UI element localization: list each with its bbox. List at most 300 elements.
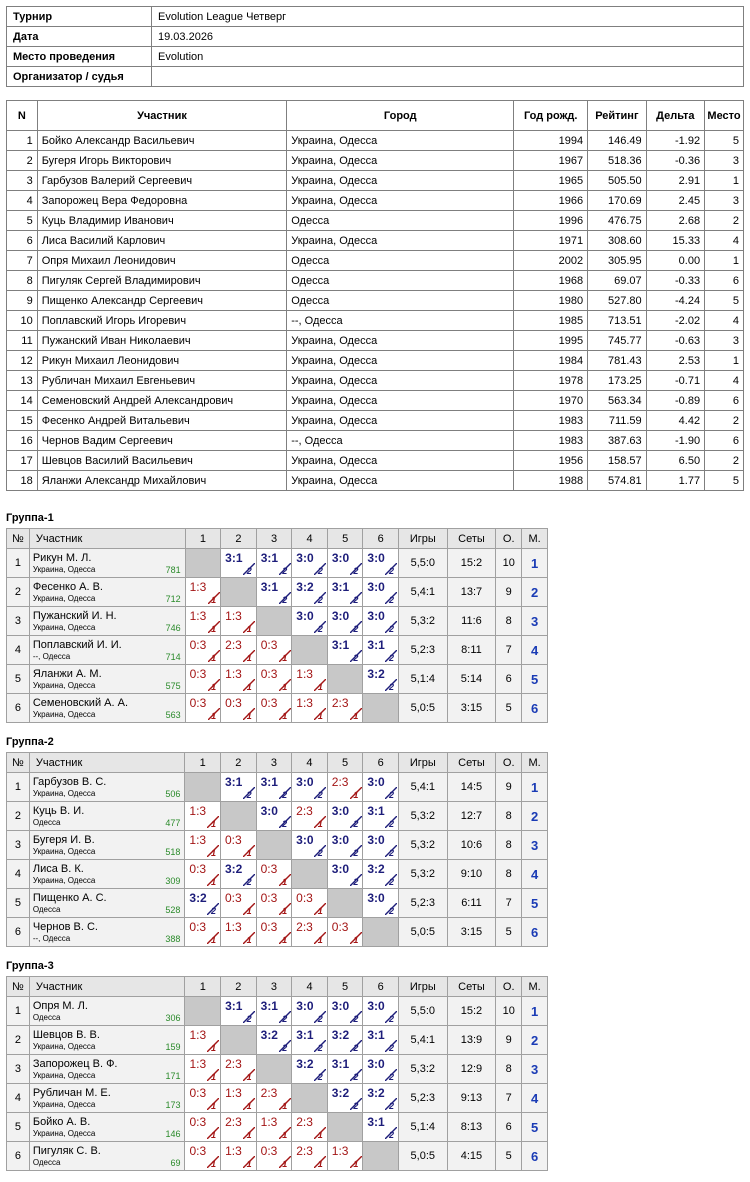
match-score: 3:1 [225, 551, 243, 565]
participants-header-cell: Год рожд. [514, 101, 588, 131]
match-score: 3:0 [367, 775, 385, 789]
player-cell [29, 831, 185, 860]
self-match-cell [363, 1142, 399, 1171]
match-score: 3:0 [367, 609, 385, 623]
games-cell: 5,2:3 [398, 636, 447, 665]
place-cell: 6 [522, 694, 548, 723]
group-header-row [7, 529, 548, 549]
participants-cell: 2 [705, 451, 744, 471]
player-city: Украина, Одесса [32, 846, 96, 856]
games-cell: 5,2:3 [398, 1084, 447, 1113]
match-points: 2 [282, 566, 288, 576]
match-points: 1 [246, 682, 252, 692]
table-row [7, 191, 744, 211]
match-result-cell [256, 578, 292, 607]
player-name: Пигуляк С. В. [32, 1144, 101, 1157]
participants-cell: Бугеря Игорь Викторович [37, 151, 287, 171]
match-result-cell [256, 549, 292, 578]
participants-cell: 1 [705, 171, 744, 191]
match-score: 3:0 [367, 833, 385, 847]
match-result-cell [185, 831, 221, 860]
participants-cell: 1967 [514, 151, 588, 171]
table-row [7, 211, 744, 231]
participants-cell: 1971 [514, 231, 588, 251]
participants-cell: Яланжи Александр Михайлович [37, 471, 287, 491]
sets-cell: 6:11 [447, 889, 496, 918]
participants-cell: Бойко Александр Васильевич [37, 131, 287, 151]
match-score: 3:1 [331, 1057, 350, 1071]
match-result-cell [292, 1026, 328, 1055]
match-points: 2 [317, 566, 323, 576]
match-points: 2 [317, 624, 323, 634]
player-city: Украина, Одесса [32, 593, 96, 603]
participants-cell: 5 [705, 471, 744, 491]
match-points: 1 [282, 877, 288, 887]
participants-cell: Пигуляк Сергей Владимирович [37, 271, 287, 291]
row-number: 2 [7, 802, 30, 831]
match-result-cell [327, 636, 363, 665]
participants-cell: 4 [705, 231, 744, 251]
points-cell: 5 [496, 1142, 522, 1171]
participants-cell: Одесса [287, 271, 514, 291]
player-rating: 171 [165, 1071, 181, 1081]
match-points: 1 [282, 711, 288, 721]
row-number: 3 [7, 607, 30, 636]
participants-cell: 711.59 [588, 411, 647, 431]
group-row [7, 860, 548, 889]
participants-cell: 574.81 [588, 471, 647, 491]
player-cell [29, 997, 185, 1026]
match-result-cell [185, 665, 221, 694]
match-score: 0:3 [260, 638, 278, 652]
sets-cell: 15:2 [447, 549, 496, 578]
participants-cell: Украина, Одесса [287, 471, 514, 491]
points-cell: 8 [496, 1055, 522, 1084]
match-points: 1 [211, 1072, 217, 1082]
match-points: 2 [210, 906, 216, 916]
match-points: 1 [210, 935, 216, 945]
participants-cell: Чернов Вадим Сергеевич [37, 431, 287, 451]
participants-cell: Украина, Одесса [287, 231, 514, 251]
self-match-cell [363, 918, 399, 947]
participants-cell: 4 [705, 371, 744, 391]
match-points: 2 [282, 1014, 288, 1024]
place-cell: 4 [522, 860, 548, 889]
match-score: 3:1 [367, 638, 385, 652]
match-score: 3:0 [331, 999, 350, 1013]
participants-cell: 1966 [514, 191, 588, 211]
match-result-cell [292, 889, 328, 918]
match-result-cell [363, 607, 399, 636]
match-points: 2 [282, 790, 288, 800]
participants-cell: Украина, Одесса [287, 391, 514, 411]
row-number: 3 [7, 1055, 30, 1084]
group-row [7, 918, 548, 947]
group-header-cell: 3 [256, 529, 292, 549]
participants-cell: 11 [7, 331, 38, 351]
participants-cell: 1988 [514, 471, 588, 491]
group-table [6, 752, 548, 947]
table-row [7, 231, 744, 251]
player-city: Украина, Одесса [32, 622, 96, 632]
participants-cell: 2 [7, 151, 38, 171]
participants-cell: 1994 [514, 131, 588, 151]
row-number: 1 [7, 997, 30, 1026]
group-header-cell: Сеты [447, 529, 496, 549]
match-result-cell [292, 549, 328, 578]
match-points: 2 [317, 790, 323, 800]
match-result-cell [185, 607, 221, 636]
match-result-cell [327, 860, 363, 889]
info-value: Evolution League Четверг [152, 7, 744, 27]
participants-cell: Украина, Одесса [287, 191, 514, 211]
participants-cell: 1996 [514, 211, 588, 231]
table-row [7, 151, 744, 171]
participants-cell: 18 [7, 471, 38, 491]
table-row [7, 431, 744, 451]
match-result-cell [256, 997, 292, 1026]
match-result-cell [292, 665, 328, 694]
participants-cell: 2.68 [646, 211, 704, 231]
match-points: 2 [317, 1014, 323, 1024]
participants-cell: -0.89 [646, 391, 704, 411]
games-cell: 5,2:3 [398, 889, 447, 918]
group-row [7, 1084, 548, 1113]
points-cell: 10 [496, 549, 522, 578]
group-header-cell: 5 [327, 977, 363, 997]
match-points: 2 [317, 1043, 323, 1053]
player-name: Бугеря И. В. [32, 833, 95, 846]
match-points: 1 [317, 819, 323, 829]
match-result-cell [185, 636, 221, 665]
match-score: 2:3 [225, 1115, 242, 1129]
match-points: 1 [211, 682, 217, 692]
player-rating: 781 [165, 565, 181, 575]
player-cell [29, 918, 185, 947]
match-result-cell [327, 918, 363, 947]
match-result-cell [292, 694, 328, 723]
match-score: 2:3 [296, 804, 313, 818]
participants-cell: 1983 [514, 431, 588, 451]
match-result-cell [292, 607, 328, 636]
match-result-cell [363, 549, 399, 578]
place-cell: 2 [522, 802, 548, 831]
player-name: Яланжи А. М. [32, 667, 102, 680]
info-row [7, 47, 744, 67]
participants-cell: 1 [7, 131, 38, 151]
participants-cell: Украина, Одесса [287, 331, 514, 351]
table-row [7, 131, 744, 151]
participants-cell: 5 [705, 131, 744, 151]
participants-cell: 387.63 [588, 431, 647, 451]
match-points: 2 [353, 848, 359, 858]
match-points: 2 [353, 653, 359, 663]
sets-cell: 8:11 [447, 636, 496, 665]
match-result-cell [185, 1084, 221, 1113]
participants-cell: --, Одесса [287, 431, 514, 451]
player-name: Чернов В. С. [32, 920, 98, 933]
match-result-cell [185, 1113, 221, 1142]
player-city: Украина, Одесса [32, 564, 96, 574]
self-match-cell [256, 831, 292, 860]
participants-cell: Украина, Одесса [287, 171, 514, 191]
match-points: 2 [317, 595, 323, 605]
sets-cell: 15:2 [447, 997, 496, 1026]
participants-cell: 4 [7, 191, 38, 211]
row-number: 5 [7, 1113, 30, 1142]
match-points: 2 [388, 1072, 394, 1082]
match-score: 1:3 [189, 1057, 207, 1071]
match-result-cell [327, 578, 363, 607]
participants-cell: Пужанский Иван Николаевич [37, 331, 287, 351]
participants-cell: 1983 [514, 411, 588, 431]
table-row [7, 451, 744, 471]
place-cell: 1 [522, 549, 548, 578]
participants-cell: Украина, Одесса [287, 151, 514, 171]
match-score: 0:3 [296, 891, 313, 905]
info-row [7, 27, 744, 47]
match-points: 2 [353, 1101, 359, 1111]
match-result-cell [292, 918, 328, 947]
match-result-cell [220, 831, 256, 860]
row-number: 4 [7, 1084, 30, 1113]
match-result-cell [292, 1113, 328, 1142]
match-points: 1 [246, 711, 252, 721]
info-row [7, 7, 744, 27]
participants-cell: 158.57 [588, 451, 647, 471]
match-points: 2 [388, 566, 394, 576]
player-name: Шевцов В. В. [32, 1028, 100, 1041]
row-number: 4 [7, 636, 30, 665]
player-cell [29, 665, 185, 694]
group-header-cell: 6 [363, 977, 399, 997]
match-result-cell [256, 918, 292, 947]
self-match-cell [256, 1055, 292, 1084]
group-header-cell: 1 [185, 529, 221, 549]
match-result-cell [292, 578, 328, 607]
participants-cell: 1980 [514, 291, 588, 311]
table-row [7, 371, 744, 391]
participants-cell: 1985 [514, 311, 588, 331]
match-result-cell [221, 1113, 257, 1142]
player-cell [29, 1142, 185, 1171]
participants-cell: 308.60 [588, 231, 647, 251]
match-points: 1 [282, 935, 288, 945]
match-points: 2 [353, 624, 359, 634]
participants-cell: 2002 [514, 251, 588, 271]
match-score: 3:0 [367, 999, 385, 1013]
group-row [7, 636, 548, 665]
participants-cell: 3 [705, 331, 744, 351]
points-cell: 5 [496, 694, 522, 723]
group-header-cell: № [7, 977, 30, 997]
match-points: 2 [353, 1072, 359, 1082]
match-points: 2 [388, 906, 394, 916]
participants-cell: -4.24 [646, 291, 704, 311]
participants-cell: 476.75 [588, 211, 647, 231]
match-result-cell [327, 1142, 363, 1171]
sets-cell: 4:15 [447, 1142, 496, 1171]
self-match-cell [185, 549, 221, 578]
group-header-cell: 2 [221, 529, 257, 549]
row-number: 6 [7, 1142, 30, 1171]
match-score: 0:3 [189, 1144, 207, 1158]
match-score: 0:3 [331, 920, 349, 934]
match-score: 3:1 [367, 804, 385, 818]
participants-cell: 2.53 [646, 351, 704, 371]
match-score: 1:3 [260, 1115, 278, 1129]
group-row [7, 997, 548, 1026]
player-rating: 388 [165, 934, 181, 944]
group-header-cell: Участник [29, 529, 185, 549]
row-number: 6 [7, 694, 30, 723]
group-header-row [7, 977, 548, 997]
match-score: 3:1 [260, 999, 278, 1013]
match-score: 0:3 [224, 833, 242, 847]
match-score: 3:1 [296, 1028, 314, 1042]
group-header-cell: 4 [292, 753, 328, 773]
group-header-cell: 1 [185, 977, 221, 997]
match-result-cell [185, 1142, 221, 1171]
participants-cell: Украина, Одесса [287, 451, 514, 471]
match-score: 2:3 [296, 920, 313, 934]
match-result-cell [185, 918, 221, 947]
participants-cell: 0.00 [646, 251, 704, 271]
match-score: 1:3 [296, 696, 313, 710]
participants-cell: Рикун Михаил Леонидович [37, 351, 287, 371]
match-result-cell [221, 997, 257, 1026]
match-score: 3:2 [260, 1028, 278, 1042]
place-cell: 2 [522, 1026, 548, 1055]
match-result-cell [185, 802, 221, 831]
player-rating: 173 [165, 1100, 181, 1110]
participants-cell: 10 [7, 311, 38, 331]
participants-cell: Семеновский Андрей Александрович [37, 391, 287, 411]
match-result-cell [221, 1142, 257, 1171]
match-score: 3:0 [331, 551, 350, 565]
player-city: Одесса [32, 1157, 61, 1167]
match-points: 1 [210, 877, 216, 887]
games-cell: 5,3:2 [398, 1055, 447, 1084]
self-match-cell [327, 665, 363, 694]
group-row [7, 1026, 548, 1055]
match-score: 3:1 [367, 1115, 385, 1129]
group-table [6, 976, 548, 1171]
player-cell [29, 1113, 185, 1142]
match-result-cell [292, 773, 328, 802]
info-label: Место проведения [7, 47, 152, 67]
player-cell [29, 889, 185, 918]
games-cell: 5,0:5 [398, 1142, 447, 1171]
sets-cell: 5:14 [447, 665, 496, 694]
participants-cell: 1956 [514, 451, 588, 471]
group-row [7, 607, 548, 636]
match-result-cell [363, 1026, 399, 1055]
match-points: 2 [353, 1043, 359, 1053]
match-result-cell [256, 773, 292, 802]
participants-header-cell: Рейтинг [588, 101, 647, 131]
match-points: 2 [246, 790, 252, 800]
match-points: 1 [211, 1130, 217, 1140]
match-points: 1 [211, 595, 217, 605]
group-row [7, 802, 548, 831]
match-score: 1:3 [189, 804, 207, 818]
match-result-cell [220, 860, 256, 889]
participants-cell: 4 [705, 311, 744, 331]
match-score: 3:0 [296, 551, 314, 565]
group-header-cell: Участник [29, 977, 185, 997]
match-result-cell [256, 1084, 292, 1113]
participants-cell: 14 [7, 391, 38, 411]
sets-cell: 14:5 [447, 773, 496, 802]
player-city: Украина, Одесса [32, 1128, 96, 1138]
player-cell [29, 694, 185, 723]
match-result-cell [327, 694, 363, 723]
participants-cell: 3 [705, 191, 744, 211]
match-score: 1:3 [225, 1086, 242, 1100]
match-score: 1:3 [225, 1144, 242, 1158]
place-cell: 4 [522, 1084, 548, 1113]
match-result-cell [292, 1055, 328, 1084]
match-points: 1 [353, 1159, 359, 1169]
games-cell: 5,1:4 [398, 665, 447, 694]
match-score: 1:3 [189, 833, 207, 847]
match-score: 3:2 [224, 862, 243, 876]
participants-header-cell: Дельта [646, 101, 704, 131]
match-score: 3:2 [296, 1057, 314, 1071]
match-result-cell [363, 1084, 399, 1113]
match-score: 3:1 [260, 775, 278, 789]
participants-cell: 1984 [514, 351, 588, 371]
self-match-cell [327, 1113, 363, 1142]
participants-cell: 3 [7, 171, 38, 191]
match-result-cell [185, 1055, 221, 1084]
match-points: 1 [211, 1101, 217, 1111]
match-score: 0:3 [260, 891, 278, 905]
match-points: 1 [317, 935, 323, 945]
row-number: 5 [7, 889, 30, 918]
match-result-cell [327, 1055, 363, 1084]
match-points: 1 [210, 848, 216, 858]
participants-cell: 6 [7, 231, 38, 251]
self-match-cell [185, 997, 221, 1026]
participants-cell: Шевцов Василий Васильевич [37, 451, 287, 471]
match-score: 3:1 [260, 551, 279, 565]
participants-header-cell: Участник [37, 101, 287, 131]
games-cell: 5,0:5 [398, 918, 447, 947]
games-cell: 5,0:5 [398, 694, 447, 723]
match-score: 3:2 [367, 862, 385, 876]
player-name: Запорожец В. Ф. [32, 1057, 118, 1070]
group-header-cell: Сеты [447, 753, 496, 773]
match-result-cell [256, 694, 292, 723]
player-rating: 746 [165, 623, 181, 633]
match-result-cell [327, 1026, 363, 1055]
group-header-cell: Игры [398, 977, 447, 997]
points-cell: 8 [496, 860, 522, 889]
row-number: 2 [7, 1026, 30, 1055]
match-result-cell [221, 607, 257, 636]
group-header-cell: О. [496, 753, 522, 773]
player-city: Одесса [32, 817, 61, 827]
table-row [7, 391, 744, 411]
match-points: 2 [388, 1101, 394, 1111]
player-cell [29, 636, 185, 665]
group-header-cell: 3 [256, 977, 292, 997]
match-result-cell [220, 889, 256, 918]
participants-cell: 1965 [514, 171, 588, 191]
table-row [7, 271, 744, 291]
